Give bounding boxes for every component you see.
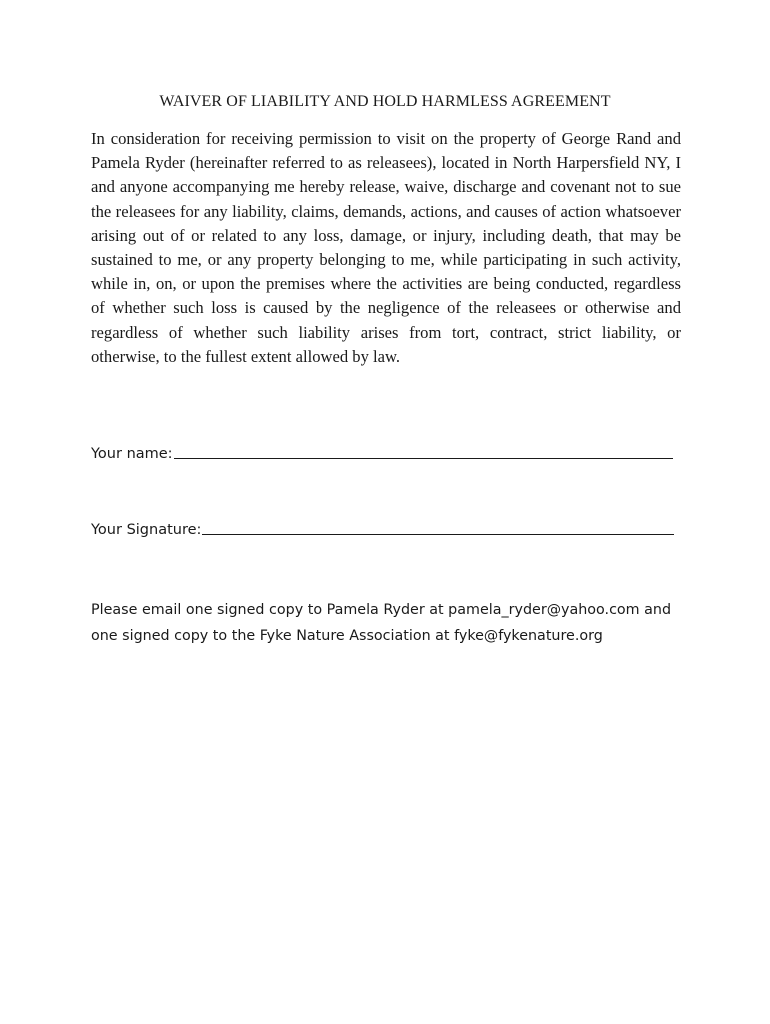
name-field[interactable] (91, 446, 681, 462)
email-instructions-line-1: Please email one signed copy to Pamela Ryder at pamela_ryder@yahoo.com and (91, 602, 672, 618)
waiver-body-paragraph: In consideration for receiving permission to visit on the property of George Rand and Pamela Ryder (hereinafter referred to as releasees), located in North Harpersfield NY, I and anyone accompanying me hereby release, waive, discharge and covenant not to sue the releasees for any liability, claims, demands, actions, and causes of action whatsoever arising out of or related to any loss, damage, or injury, including death, that may be sustained to me, or any property belonging to me, while participating in such activity, while in, on, or upon the premises where the activities are being conducted, regardless of whether such loss is caused by the negligence of the releasees or otherwise and regardless of whether such liability arises from tort, contract, strict liability, or otherwise, to the fullest extent allowed by law. (91, 129, 681, 366)
signature-field-label: Your Signature: (91, 522, 202, 538)
signature-field[interactable] (91, 522, 681, 538)
name-field-label: Your name: (91, 446, 173, 462)
email-instructions (91, 597, 691, 649)
signature-field-line[interactable] (202, 534, 674, 535)
document-title: WAIVER OF LIABILITY AND HOLD HARMLESS AGREEMENT (159, 93, 611, 110)
name-field-line[interactable] (174, 458, 673, 459)
email-instructions-line-2: one signed copy to the Fyke Nature Association at fyke@fykenature.org (91, 628, 603, 644)
